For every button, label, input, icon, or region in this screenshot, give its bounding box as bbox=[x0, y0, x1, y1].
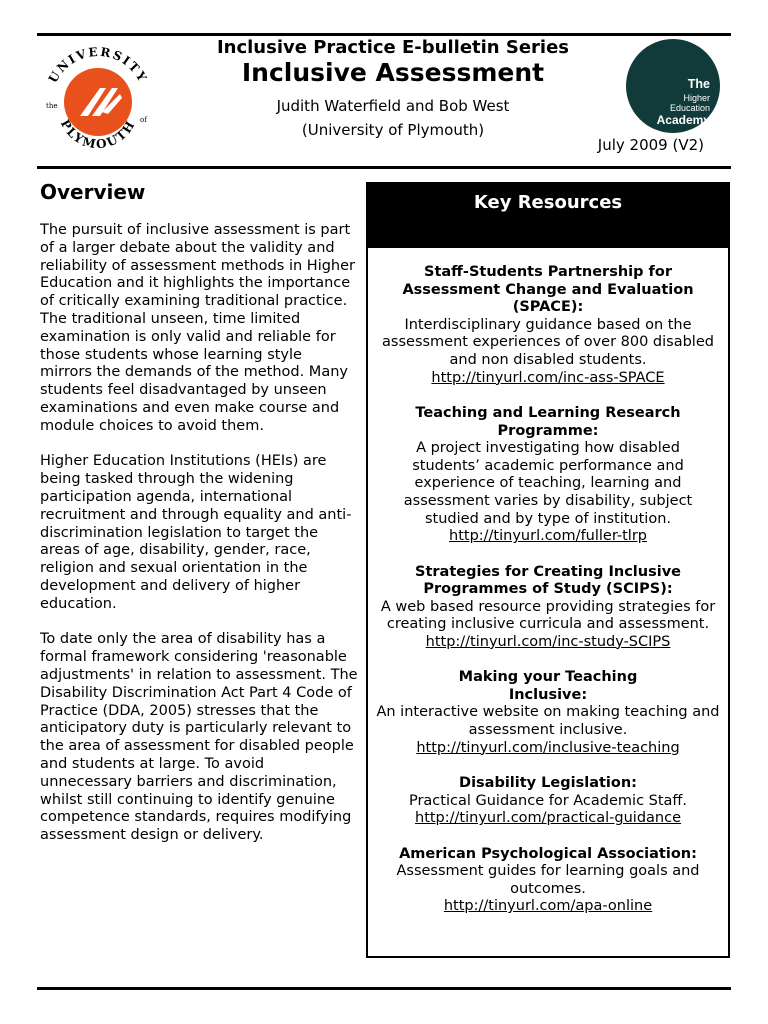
overview-paragraph: To date only the area of disability has a formal framework considering 'reasonable adjustments' in relation to assessment. The Disability Discrimination Act Part 4 Code of Practice (DDA, 2005) stresses that the anticipatory duty is particularly relevant to the area of assessment for disabled people and students at large. To avoid unnecessary barriers and discrimination, whilst still continuing to identify genuine competence standards, requires modifying assessment design or delivery. bbox=[40, 631, 358, 844]
overview-paragraph: Higher Education Institutions (HEIs) are being tasked through the widening participation agenda, international recruitment and through equality and anti-discrimination legislation to target the areas of age, disability, gender, race, religion and sexual orientation in the development and delivery of higher education. bbox=[40, 453, 352, 612]
hea-line-2: Higher bbox=[683, 93, 710, 103]
higher-education-academy-logo bbox=[626, 39, 720, 133]
logo-side-right: of bbox=[140, 116, 147, 124]
resource-item bbox=[368, 775, 728, 828]
resource-description: Interdisciplinary guidance based on the assessment experiences of over 800 disabled and non disabled students. bbox=[382, 316, 714, 368]
header-rule bbox=[37, 166, 731, 169]
resource-description: A project investigating how disabled students’ academic performance and experience of teaching, learning and assessment varies by disability, subject studied and by type of institution. bbox=[403, 440, 693, 527]
main-title: Inclusive Assessment bbox=[241, 58, 545, 87]
logo-side-left: the bbox=[46, 102, 58, 110]
key-resources-header bbox=[368, 184, 728, 248]
hea-line-1: The bbox=[687, 77, 710, 91]
overview-body bbox=[40, 222, 358, 863]
resource-title: Strategies for Creating Inclusive Programmes of Study (SCIPS): bbox=[415, 563, 681, 598]
resource-link[interactable]: http://tinyurl.com/inc-study-SCIPS bbox=[425, 633, 671, 650]
resource-item bbox=[368, 405, 728, 546]
series-title: Inclusive Practice E-bulletin Series bbox=[216, 37, 570, 58]
publication-date: July 2009 (V2) bbox=[597, 136, 704, 154]
resource-title: American Psychological Association: bbox=[399, 845, 697, 862]
top-rule bbox=[37, 33, 731, 36]
resource-link[interactable]: http://tinyurl.com/fuller-tlrp bbox=[449, 528, 647, 545]
resource-description: Practical Guidance for Academic Staff. bbox=[408, 792, 688, 809]
bottom-rule bbox=[37, 987, 731, 990]
resource-link[interactable]: http://tinyurl.com/inclusive-teaching bbox=[416, 739, 680, 756]
overview-heading: Overview bbox=[40, 180, 146, 204]
affiliation: (University of Plymouth) bbox=[301, 121, 485, 139]
resource-title: Disability Legislation: bbox=[459, 775, 637, 792]
key-resources-title: Key Resources bbox=[473, 192, 623, 213]
hea-line-3: Education bbox=[669, 103, 710, 113]
resource-item bbox=[368, 846, 728, 916]
resource-title: Teaching and Learning Research Programme: bbox=[415, 404, 681, 439]
resource-item bbox=[368, 669, 728, 757]
overview-paragraph: The pursuit of inclusive assessment is part of a larger debate about the validity and reliability of assessment methods in Higher Education and it highlights the importance of critically examining traditional practice. The traditional unseen, time limited examination is only valid and reliable for those students whose learning style mirrors the demands of the method. Many students feel disadvantaged by unseen examinations and even make course and module choices to avoid them. bbox=[40, 222, 356, 434]
resource-description: Assessment guides for learning goals and outcomes. bbox=[396, 863, 700, 897]
resource-title: Staff-Students Partnership for Assessment Change and Evaluation (SPACE): bbox=[402, 264, 694, 316]
resource-link[interactable]: http://tinyurl.com/apa-online bbox=[443, 898, 653, 915]
authors: Judith Waterfield and Bob West bbox=[276, 97, 510, 115]
resource-description: A web based resource providing strategies for creating inclusive curricula and assessment. bbox=[380, 598, 716, 633]
resource-link[interactable]: http://tinyurl.com/practical-guidance bbox=[415, 810, 681, 827]
key-resources-list bbox=[368, 264, 728, 934]
resource-description: An interactive website on making teaching and assessment inclusive. bbox=[376, 704, 720, 739]
logo-arc-top: UNIVERSITY bbox=[45, 44, 151, 86]
hea-line-4: Academy bbox=[656, 113, 710, 127]
university-of-plymouth-logo bbox=[36, 38, 160, 162]
resource-title: Making your Teaching Inclusive: bbox=[458, 669, 638, 703]
logo-arc-bottom: PLYMOUTH bbox=[57, 117, 139, 152]
resource-item bbox=[368, 564, 728, 652]
key-resources-panel bbox=[366, 182, 730, 958]
resource-item bbox=[368, 264, 728, 387]
resource-link[interactable]: http://tinyurl.com/inc-ass-SPACE bbox=[431, 369, 665, 386]
